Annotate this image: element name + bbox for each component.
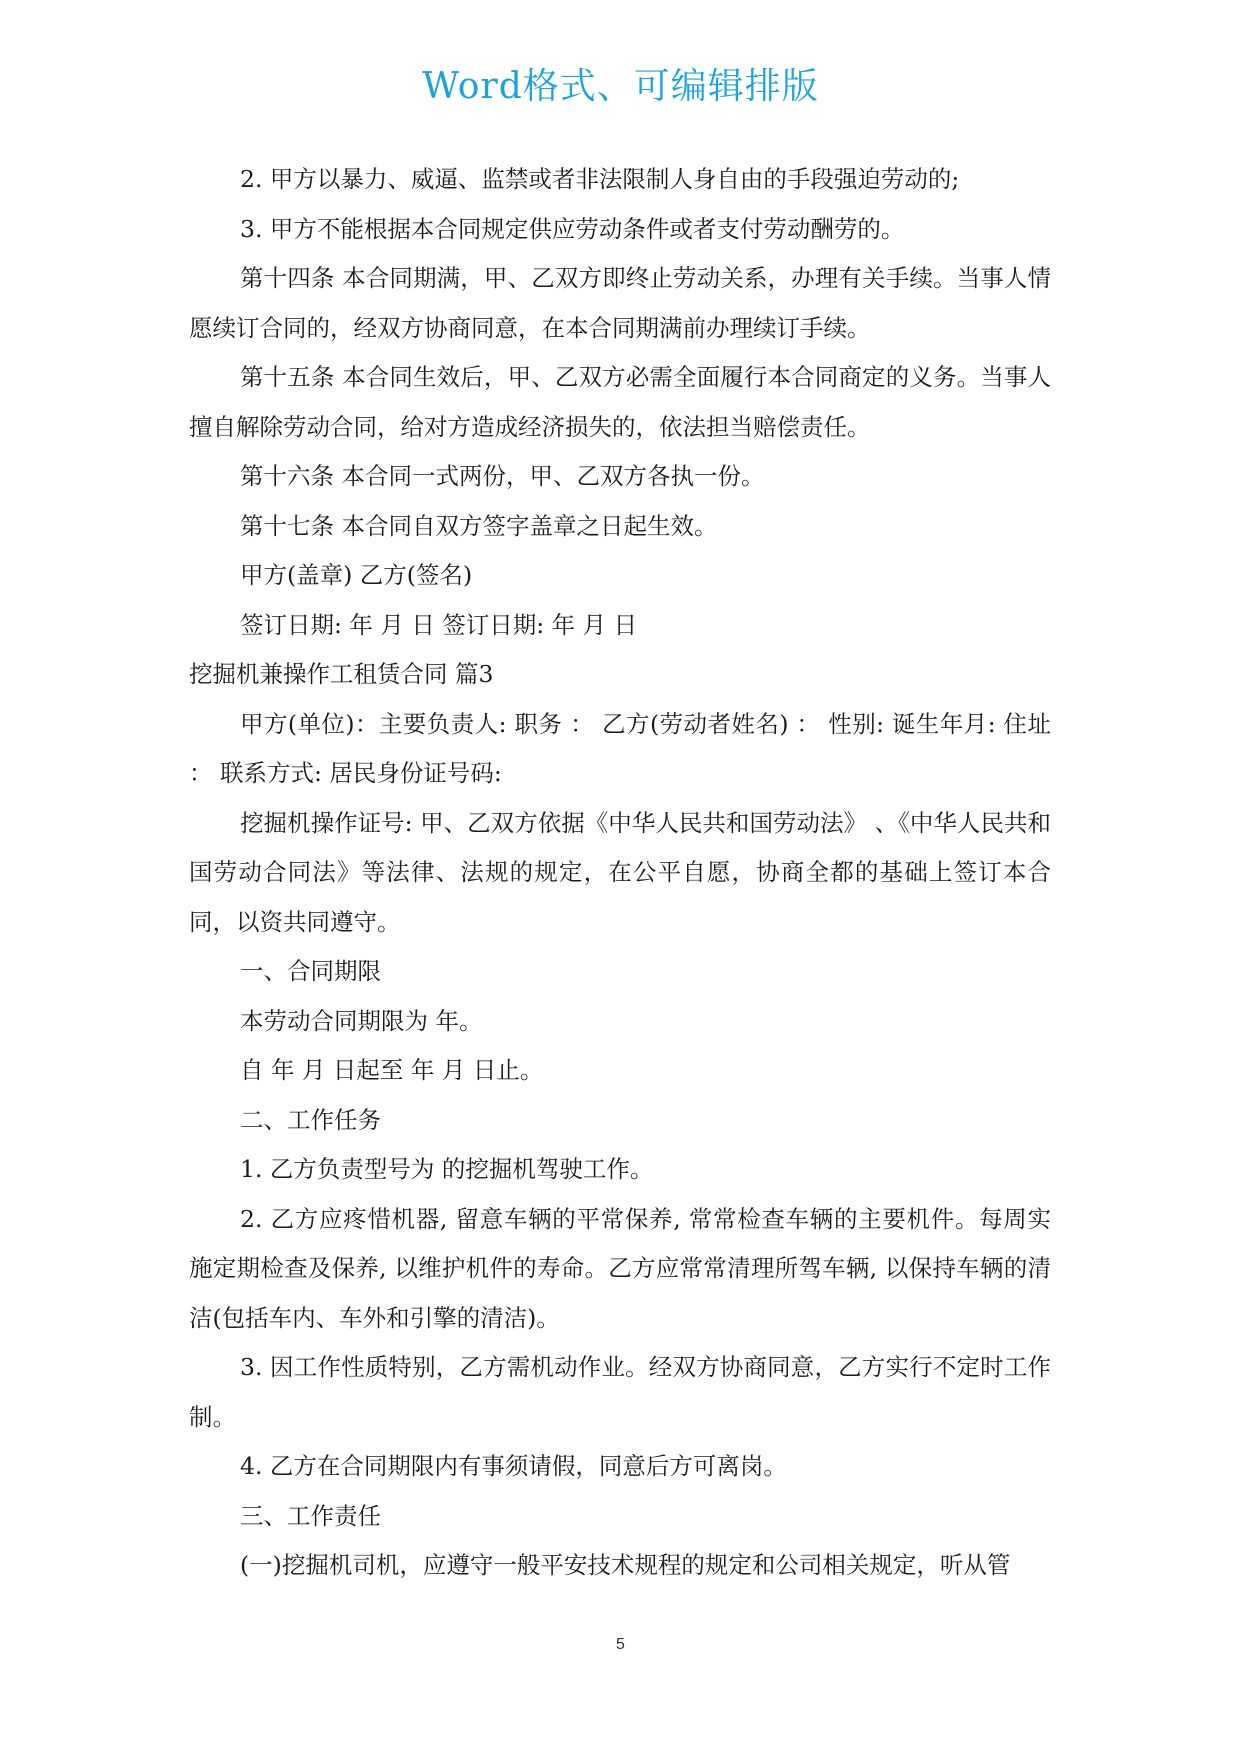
paragraph: 签订日期: 年 月 日 签订日期: 年 月 日 [240, 610, 638, 639]
section-heading: 挖掘机兼操作工租赁合同 篇3 [189, 660, 494, 688]
paragraph: 甲方(单位)：主要负责人: 职务 ： 乙方(劳动者姓名) ： 性别: 诞生年月: 住址 ： 联系方式: 居民身份证号码: [189, 709, 1051, 787]
paragraph: 第十四条 本合同期满，甲、乙双方即终止劳动关系，办理有关手续。当事人情愿续订合同的，经双方协商同意，在本合同期满前办理续订手续。 [189, 264, 1051, 342]
paragraph: 三、工作责任 [240, 1501, 381, 1530]
paragraph: 2. 甲方以暴力、威逼、监禁或者非法限制人身自由的手段强迫劳动的; [240, 165, 960, 193]
paragraph: 2. 乙方应疼惜机器, 留意车辆的平常保养, 常常检查车辆的主要机件。每周实施定期检查及保养, 以维护机件的寿命。乙方应常常清理所驾车辆, 以保持车辆的清洁(包括车内、车外和引擎的清洁)。 [189, 1204, 1051, 1332]
paragraph: 4. 乙方在合同期限内有事须请假，同意后方可离岗。 [240, 1452, 787, 1480]
paragraph: 第十五条 本合同生效后，甲、乙双方必需全面履行本合同商定的义务。当事人擅自解除劳动合同，给对方造成经济损失的，依法担当赔偿责任。 [189, 363, 1051, 441]
paragraph: 第十六条 本合同一式两份，甲、乙双方各执一份。 [240, 462, 765, 490]
paragraph: 甲方(盖章) 乙方(签名) [240, 561, 473, 589]
paragraph: 3. 因工作性质特别，乙方需机动作业。经双方协商同意，乙方实行不定时工作制。 [189, 1353, 1051, 1431]
page-number: 5 [616, 1636, 625, 1653]
paragraph: 本劳动合同期限为 年。 [240, 1006, 483, 1035]
paragraph: 自 年 月 日起至 年 月 日止。 [240, 1056, 544, 1084]
paragraph: 第十七条 本合同自双方签字盖章之日起生效。 [240, 511, 718, 540]
paragraph: 一、合同期限 [240, 957, 381, 985]
page-header-title: Word格式、可编辑排版 [422, 66, 819, 107]
paragraph: 二、工作任务 [240, 1105, 381, 1134]
paragraph: 挖掘机操作证号: 甲、乙双方依据《中华人民共和国劳动法》 、《中华人民共和国劳动合同法》等法律、法规的规定，在公平自愿，协商全都的基础上签订本合同，以资共同遵守。 [189, 808, 1051, 936]
paragraph: 1. 乙方负责型号为 的挖掘机驾驶工作。 [240, 1155, 654, 1183]
document-body [189, 155, 1051, 1591]
paragraph: (一)挖掘机司机，应遵守一般平安技术规程的规定和公司相关规定，听从管 [240, 1551, 1011, 1579]
paragraph: 3. 甲方不能根据本合同规定供应劳动条件或者支付劳动酬劳的。 [240, 214, 905, 243]
